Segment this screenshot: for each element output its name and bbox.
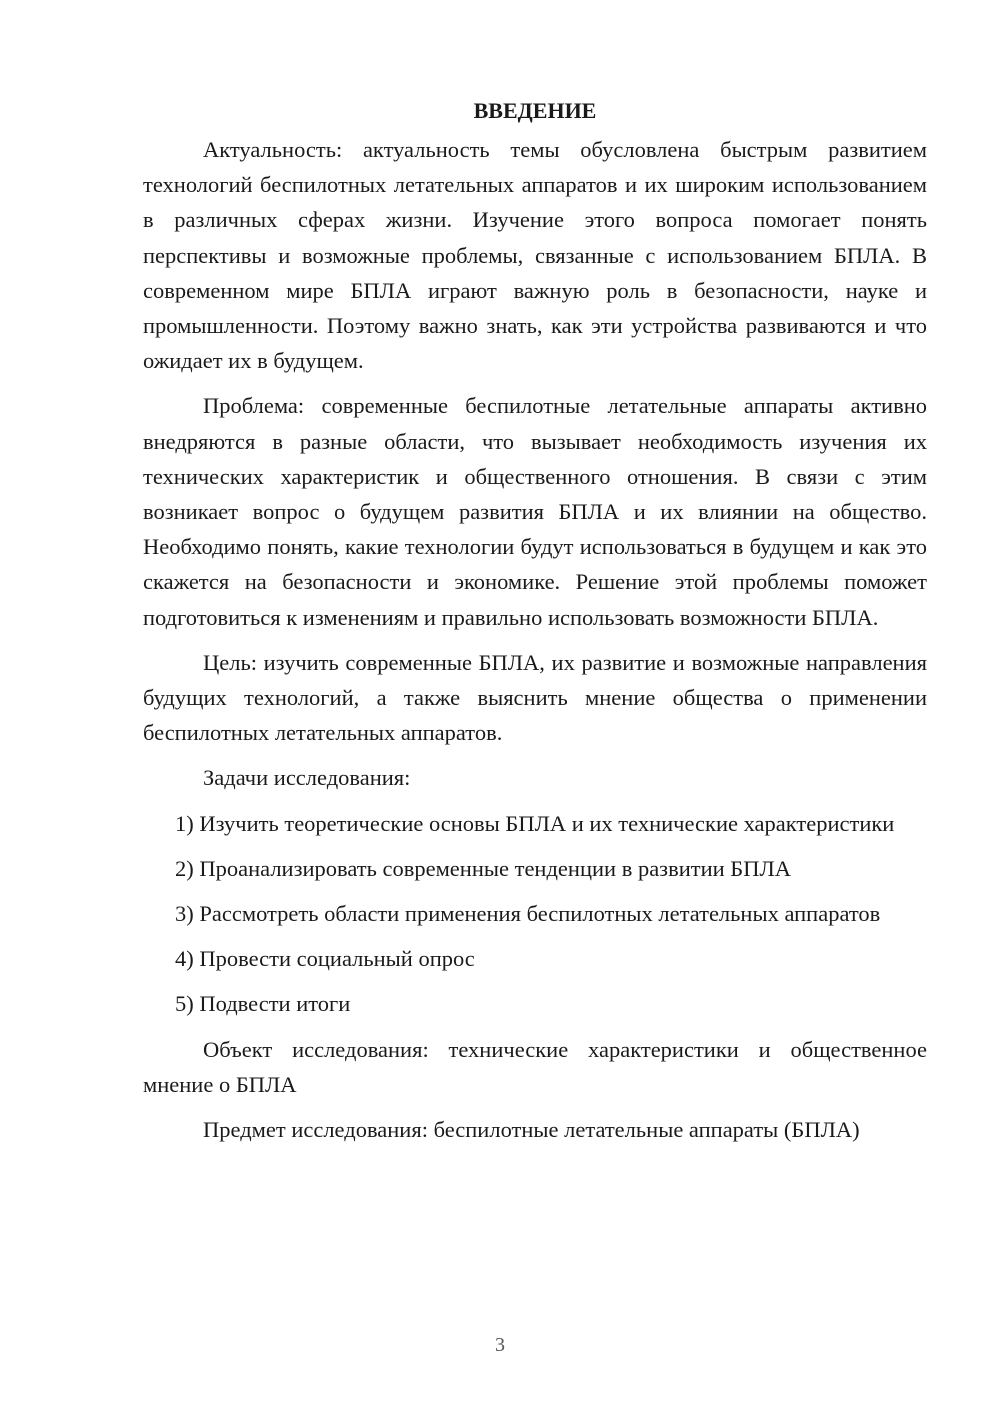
problem-paragraph: Проблема: современные беспилотные летательные аппараты активно внедряются в разные области, что вызывает необходимость изучения их технических характеристик и общественного отношения. В связи с этим возникает вопрос о будущем развития БПЛА и их влиянии на общество. Необходимо понять, какие технологии будут использоваться в будущем и как это скажется на безопасности и экономике. Решение этой проблемы поможет подготовиться к изменениям и правильно использовать возможности БПЛА. [143, 393, 927, 630]
tasks-heading: Задачи исследования: [203, 765, 411, 791]
subject-paragraph: Предмет исследования: беспилотные летательные аппараты (БПЛА) [203, 1117, 860, 1143]
page-title: ВВЕДЕНИЕ [473, 98, 597, 123]
task-item-1: 1) Изучить теоретические основы БПЛА и их технические характеристики [175, 810, 895, 836]
task-item-5: 5) Подвести итоги [175, 991, 351, 1017]
task-item-4: 4) Провести социальный опрос [175, 946, 475, 972]
task-item-3: 3) Рассмотреть области применения беспилотных летательных аппаратов [175, 901, 881, 927]
object-paragraph: Объект исследования: технические характеристики и общественное мнение о БПЛА [143, 1036, 927, 1097]
task-item-2: 2) Проанализировать современные тенденции в развитии БПЛА [175, 855, 791, 881]
actuality-paragraph: Актуальность: актуальность темы обусловлена быстрым развитием технологий беспилотных летательных аппаратов и их широким использованием в различных сферах жизни. Изучение этого вопроса помогает понять перспективы и возможные проблемы, связанные с использованием БПЛА. В современном мире БПЛА играют важную роль в безопасности, науке и промышленности. Поэтому важно знать, как эти устройства развиваются и что ожидает их в будущем. [143, 137, 927, 374]
goal-paragraph: Цель: изучить современные БПЛА, их развитие и возможные направления будущих технологий, а также выяснить мнение общества о применении беспилотных летательных аппаратов. [143, 649, 927, 746]
page-number: 3 [495, 1334, 505, 1356]
document-page [143, 96, 927, 1147]
